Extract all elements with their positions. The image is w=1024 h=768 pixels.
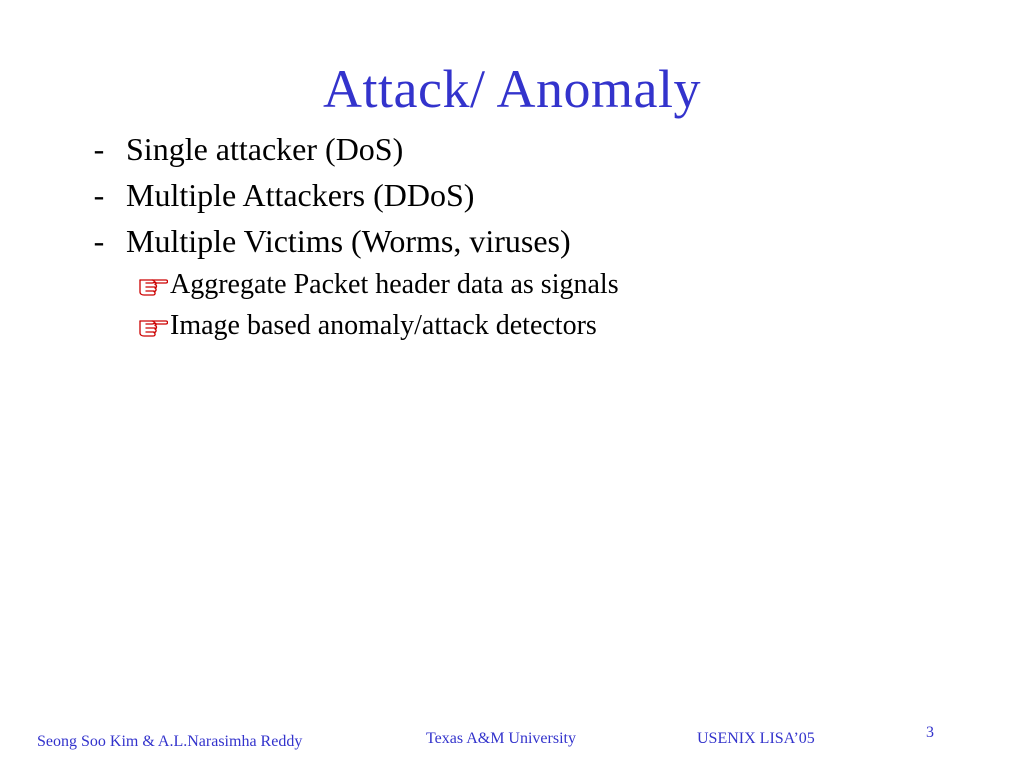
bullet-text: Multiple Victims (Worms, viruses) [126,223,571,259]
footer-institution: Texas A&M University [426,730,576,747]
bullet-item [84,172,984,218]
footer-authors: Seong Soo Kim & A.L.Narasimha Reddy [37,733,303,750]
sub-bullet-text: Image based anomaly/attack detectors [170,310,597,341]
dash-marker: - [93,177,105,213]
bullet-list [84,126,984,346]
bullet-text: Multiple Attackers (DDoS) [126,177,475,213]
footer-conference: USENIX LISA’05 [697,730,815,747]
bullet-text: Single attacker (DoS) [126,131,404,167]
sub-bullet-item [138,264,984,305]
bullet-item [84,126,984,172]
slide-title: Attack/ Anomaly [323,59,701,119]
sub-bullet-item [138,305,984,346]
dash-marker: - [93,131,105,167]
sub-bullet-text: Aggregate Packet header data as signals [170,269,619,300]
pointing-hand-icon [138,313,168,339]
dash-marker: - [93,223,105,259]
page-number: 3 [926,724,934,741]
bullet-item [84,218,984,264]
pointing-hand-icon [138,272,168,298]
